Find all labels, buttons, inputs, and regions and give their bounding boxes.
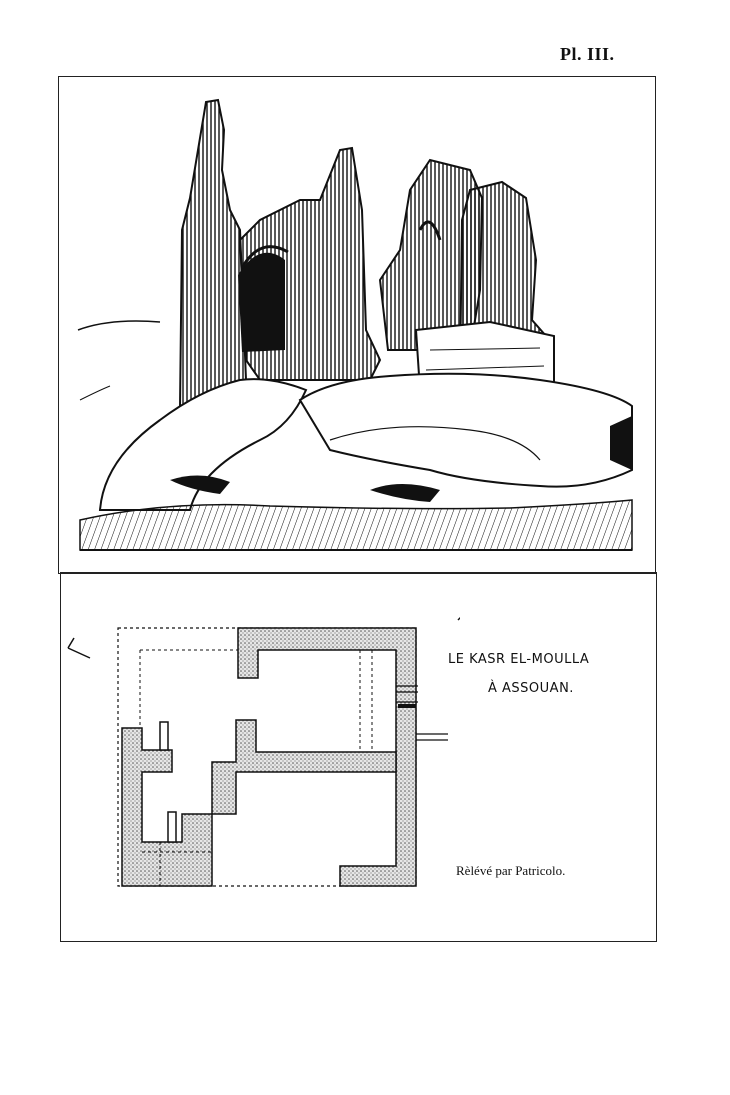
floor-plan: [60, 590, 460, 920]
survey-credit: Rèlévé par Patricolo.: [456, 863, 566, 878]
plate-number: Pl. III.: [560, 44, 615, 64]
plate-caption: [448, 652, 623, 696]
caption-title-line1: LE KASR EL-MOULLA: [448, 652, 590, 667]
ruin-sketch: [70, 90, 640, 560]
north-arrow-left: [68, 638, 90, 658]
caption-title-line2: À ASSOUAN.: [488, 681, 574, 696]
north-arrow-right: [458, 598, 460, 620]
